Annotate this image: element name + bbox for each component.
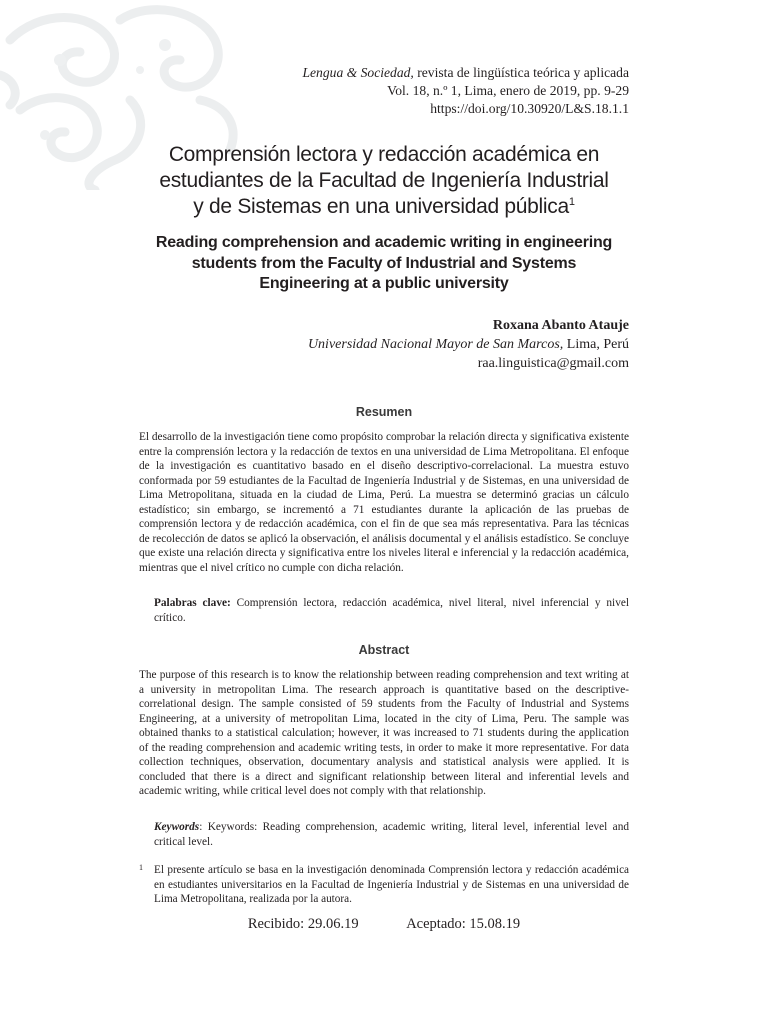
- journal-citation: [302, 64, 629, 118]
- abstract-keywords: [154, 820, 629, 849]
- keywords-en: : Keywords: Reading comprehension, academic writing, literal level, inferential level and critical level.: [154, 821, 629, 848]
- received-date: Recibido: 29.06.19: [247, 916, 359, 932]
- abstract-heading: Abstract: [358, 643, 410, 657]
- author-block: [308, 316, 629, 373]
- author-name: Roxana Abanto Atauje: [492, 318, 629, 333]
- title-es-line: estudiantes de la Facultad de Ingeniería Industrial: [159, 169, 609, 192]
- title-es-line: Comprensión lectora y redacción académica en: [168, 143, 600, 166]
- accepted-date: Aceptado: 15.08.19: [406, 916, 521, 932]
- resumen-heading: Resumen: [355, 405, 413, 419]
- resumen-text: El desarrollo de la investigación tiene como propósito comprobar la relación directa y significativa existente entre la comprensión lectora y la redacción de textos en una universidad de Lima Metropolitana. El enfoque de la investigación es cuantitativo basado en el diseño descriptivo-correlacional. La muestra estuvo conformada por 59 estudiantes de la Facultad de Ingeniería Industrial y de Sistemas, en una universidad de Lima Metropolitana, situada en la ciudad de Lima, Perú. La muestra se determinó gracias un cálculo estadístico; sin embargo, se incrementó a 71 estudiantes durante la aplicación de las pruebas de comprensión lectora y de redacción académica, con el fin de que sea más representativa. Para las técnicas de recolección de datos se aplicó la observación, el análisis documental y el análisis estadístico. Se concluye que existe una relación directa y significativa entre los niveles literal e inferencial y la redacción académica, mientras que el nivel crítico no cumple con dicha relación.: [139, 431, 629, 574]
- title-en-line: students from the Faculty of Industrial and Systems: [191, 254, 577, 272]
- title-es-line: [130, 194, 638, 220]
- title-en-line: Engineering at a public university: [259, 275, 509, 292]
- keywords-es: Comprensión lectora, redacción académica, nivel literal, nivel inferencial y nivel crítico.: [154, 597, 629, 624]
- keywords-label-en: Keywords: [154, 821, 200, 833]
- author-institution: Universidad Nacional Mayor de San Marcos,: [307, 337, 564, 352]
- article-title-spanish: [130, 142, 638, 220]
- footnote-text: El presente artículo se basa en la investigación denominada Comprensión lectora y redacción académica en estudiantes universitarios en la Facultad de Ingeniería Industrial y de Sistemas en una universidad de Lima Metropolitana, realizada por la autora.: [154, 864, 629, 905]
- footnote-reference[interactable]: 1: [568, 196, 575, 208]
- journal-name: Lengua & Sociedad,: [302, 65, 414, 80]
- journal-description: revista de lingüística teórica y aplicada: [413, 65, 629, 80]
- journal-doi-link[interactable]: https://doi.org/10.30920/L&S.18.1.1: [430, 101, 629, 116]
- author-location: Lima, Perú: [563, 337, 629, 352]
- footnote: [139, 863, 629, 907]
- keywords-label-es: Palabras clave:: [154, 597, 231, 609]
- author-email[interactable]: raa.linguistica@gmail.com: [477, 356, 629, 371]
- journal-volume: Vol. 18, n.º 1, Lima, enero de 2019, pp. 9-29: [387, 83, 629, 98]
- title-es-line-text: y de Sistemas en una universidad pública: [193, 195, 569, 218]
- resumen-keywords: [154, 596, 629, 625]
- abstract-text: The purpose of this research is to know the relationship between reading comprehension and text writing at a university in metropolitan Lima. The research approach is quantitative based on the descriptive-correlational design. The sample consisted of 59 students from the Faculty of Industrial and Systems Engineering, at a university of metropolitan Lima, located in the city of Lima, Peru. The sample was obtained thanks to a statistical calculation; however, it was increased to 71 students during the application of the reading comprehension and academic writing tests, in order to make it more representative. For data collection techniques, observation, documentary analysis and statistical analysis were applied. It is concluded that there is a direct and significant relationship between literal and inferential levels and academic writing, while critical level does not comply with that relationship.: [139, 669, 629, 797]
- journal-title-line: [302, 64, 629, 82]
- title-en-line: Reading comprehension and academic writing in engineering: [155, 234, 613, 251]
- footnote-mark: 1: [139, 863, 143, 872]
- author-affiliation: [308, 335, 629, 354]
- article-title-english: [130, 233, 638, 295]
- submission-dates: [139, 916, 629, 933]
